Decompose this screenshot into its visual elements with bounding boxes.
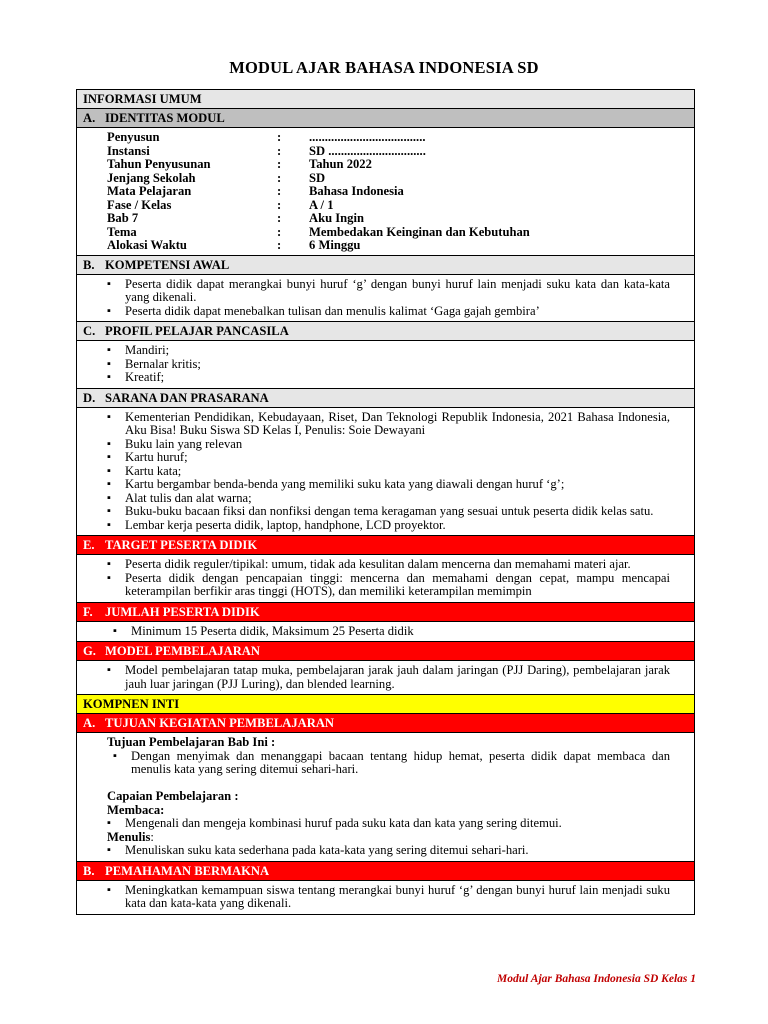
identitas-value: Bahasa Indonesia xyxy=(309,184,404,198)
list-item: ▪ Kartu bergambar benda-benda yang memiliki suku kata yang diawali dengan huruf ‘g’; xyxy=(125,478,670,492)
identitas-value: Aku Ingin xyxy=(309,211,364,225)
menulis-colon: : xyxy=(150,829,154,844)
model-list xyxy=(77,661,694,694)
identitas-value: SD ............................... xyxy=(309,143,426,158)
identitas-key: Instansi xyxy=(107,143,150,158)
identitas-row xyxy=(77,158,694,172)
header-pemahaman-bermakna xyxy=(77,862,694,881)
list-item: ▪ Model pembelajaran tatap muka, pembelajaran jarak jauh dalam jaringan (PJJ Daring), pembelajaran jarak jauh luar jaringan (PJJ Luring), dan blended learning. xyxy=(125,664,670,691)
identitas-row xyxy=(77,239,694,253)
section-label: SARANA DAN PRASARANA xyxy=(105,390,269,405)
tujuan-subheading: Tujuan Pembelajaran Bab Ini : xyxy=(107,735,276,749)
page-footer: Modul Ajar Bahasa Indonesia SD Kelas 1 xyxy=(497,973,696,985)
pemahaman-body xyxy=(77,881,694,914)
identitas-row xyxy=(77,172,694,186)
section-label: JUMLAH PESERTA DIDIK xyxy=(105,604,260,619)
kompetensi-list xyxy=(77,275,694,322)
module-table xyxy=(76,89,695,915)
identitas-value: 6 Minggu xyxy=(309,238,361,252)
identitas-key: Penyusun xyxy=(107,130,160,144)
membaca-subheading: Membaca: xyxy=(107,802,165,817)
header-jumlah-peserta xyxy=(77,603,694,622)
identitas-value: SD xyxy=(309,170,326,185)
list-item: ▪ Buku-buku bacaan fiksi dan nonfiksi dengan tema keragaman yang sesuai untuk peserta didik kelas satu. xyxy=(125,505,670,519)
header-komponen-inti: KOMPNEN INTI xyxy=(77,695,694,714)
list-item: ▪ Peserta didik reguler/tipikal: umum, tidak ada kesulitan dalam mencerna dan memahami materi ajar. xyxy=(125,558,670,572)
section-letter: B. xyxy=(83,257,95,272)
identitas-colon: : xyxy=(277,197,282,212)
identitas-value: ..................................... xyxy=(309,130,426,144)
section-label: MODEL PEMBELAJARAN xyxy=(105,644,260,658)
list-item: ▪ Peserta didik dapat merangkai bunyi huruf ‘g’ dengan bunyi huruf lain menjadi suku kata dan kata-kata yang dikenali. xyxy=(125,278,670,305)
menulis-list xyxy=(107,844,670,858)
list-item: ▪ Kementerian Pendidikan, Kebudayaan, Riset, Dan Teknologi Republik Indonesia, 2021 Bahasa Indonesia, Aku Bisa! Buku Siswa SD Kelas I, Penulis: Soie Dewayani xyxy=(125,411,670,438)
list-item: ▪ Menuliskan suku kata sederhana pada kata-kata yang sering ditemui sehari-hari. xyxy=(125,844,670,858)
identitas-row xyxy=(77,185,694,199)
identitas-value: A / 1 xyxy=(309,197,334,212)
section-label: PROFIL PELAJAR PANCASILA xyxy=(105,324,289,338)
list-item: ▪ Mandiri; xyxy=(125,344,670,358)
list-item: ▪ Peserta didik dapat menebalkan tulisan dan menulis kalimat ‘Gaga gajah gembira’ xyxy=(125,305,670,319)
capaian-subheading: Capaian Pembelajaran : xyxy=(107,789,239,803)
section-label: TUJUAN KEGIATAN PEMBELAJARAN xyxy=(105,716,335,730)
pemahaman-list xyxy=(77,881,694,914)
identitas-value: Tahun 2022 xyxy=(309,157,372,171)
identitas-row xyxy=(77,226,694,240)
section-label: KOMPETENSI AWAL xyxy=(105,257,230,272)
section-letter: A. xyxy=(83,716,96,730)
identitas-row xyxy=(77,212,694,226)
identitas-colon: : xyxy=(277,170,282,185)
sarana-body xyxy=(77,408,694,537)
kompetensi-body xyxy=(77,275,694,323)
jumlah-body xyxy=(77,622,694,643)
header-target-peserta xyxy=(77,536,694,555)
identitas-colon: : xyxy=(277,224,282,239)
identitas-key: Tema xyxy=(107,224,137,239)
profil-list xyxy=(77,341,694,388)
membaca-list xyxy=(107,817,670,831)
list-item: ▪ Mengenali dan mengeja kombinasi huruf pada suku kata dan kata yang sering ditemui. xyxy=(125,817,670,831)
tujuan-body xyxy=(77,733,694,862)
identitas-key: Tahun Penyusunan xyxy=(107,157,211,171)
identitas-colon: : xyxy=(277,211,282,225)
header-kompetensi-awal xyxy=(77,256,694,275)
identitas-colon: : xyxy=(277,184,282,198)
page-title: MODUL AJAR BAHASA INDONESIA SD xyxy=(229,58,539,77)
section-letter: D. xyxy=(83,390,96,405)
menulis-subheading: Menulis xyxy=(107,829,151,844)
identitas-colon: : xyxy=(277,157,282,171)
header-informasi-umum: INFORMASI UMUM xyxy=(77,90,694,109)
model-body xyxy=(77,661,694,695)
identitas-row xyxy=(77,131,694,145)
header-model-pembelajaran xyxy=(77,642,694,661)
section-label: TARGET PESERTA DIDIK xyxy=(105,538,258,552)
header-identitas-modul xyxy=(77,109,694,128)
header-tujuan-kegiatan xyxy=(77,714,694,733)
identitas-row xyxy=(77,145,694,159)
identitas-key: Alokasi Waktu xyxy=(107,238,187,252)
jumlah-list xyxy=(77,622,694,642)
list-item: ▪ Dengan menyimak dan menanggapi bacaan tentang hidup hemat, peserta didik dapat membaca dan menulis kata yang sering ditemui sehari-hari. xyxy=(131,750,670,777)
section-label: IDENTITAS MODUL xyxy=(105,111,225,125)
list-item: ▪ Kartu huruf; xyxy=(125,451,670,465)
identitas-value: Membedakan Keinginan dan Kebutuhan xyxy=(309,224,530,239)
identitas-key: Jenjang Sekolah xyxy=(107,170,196,185)
section-letter: A. xyxy=(83,111,96,125)
list-item: ▪ Kartu kata; xyxy=(125,465,670,479)
list-item: ▪ Lembar kerja peserta didik, laptop, handphone, LCD proyektor. xyxy=(125,519,670,533)
identitas-row xyxy=(77,199,694,213)
list-item: ▪ Bernalar kritis; xyxy=(125,358,670,372)
list-item: ▪ Kreatif; xyxy=(125,371,670,385)
list-item: ▪ Alat tulis dan alat warna; xyxy=(125,492,670,506)
section-letter: E. xyxy=(83,538,95,552)
identitas-key: Mata Pelajaran xyxy=(107,184,192,198)
list-item: ▪ Minimum 15 Peserta didik, Maksimum 25 Peserta didik xyxy=(131,625,670,639)
profil-body xyxy=(77,341,694,389)
identitas-list xyxy=(77,128,694,256)
identitas-colon: : xyxy=(277,130,282,144)
target-body xyxy=(77,555,694,603)
list-item: ▪ Meningkatkan kemampuan siswa tentang merangkai bunyi huruf ‘g’ dengan bunyi huruf lain menjadi suku kata dan kata-kata yang dikenali. xyxy=(125,884,670,911)
list-item: ▪ Buku lain yang relevan xyxy=(125,438,670,452)
section-letter: B. xyxy=(83,863,95,878)
target-list xyxy=(77,555,694,602)
identitas-key: Bab 7 xyxy=(107,211,139,225)
section-letter: F. xyxy=(83,604,93,619)
section-letter: G. xyxy=(83,644,96,658)
identitas-colon: : xyxy=(277,143,282,158)
tujuan-list xyxy=(107,750,670,777)
section-letter: C. xyxy=(83,324,96,338)
header-profil-pelajar xyxy=(77,322,694,341)
list-item: ▪ Peserta didik dengan pencapaian tinggi: mencerna dan memahami dengan cepat, mampu mencapai keterampilan berfikir aras tinggi (HOTS), dan memiliki keterampilan memimpin xyxy=(125,572,670,599)
header-sarana xyxy=(77,389,694,408)
identitas-colon: : xyxy=(277,238,282,252)
sarana-list xyxy=(77,408,694,536)
section-label: PEMAHAMAN BERMAKNA xyxy=(105,863,270,878)
identitas-key: Fase / Kelas xyxy=(107,197,172,212)
